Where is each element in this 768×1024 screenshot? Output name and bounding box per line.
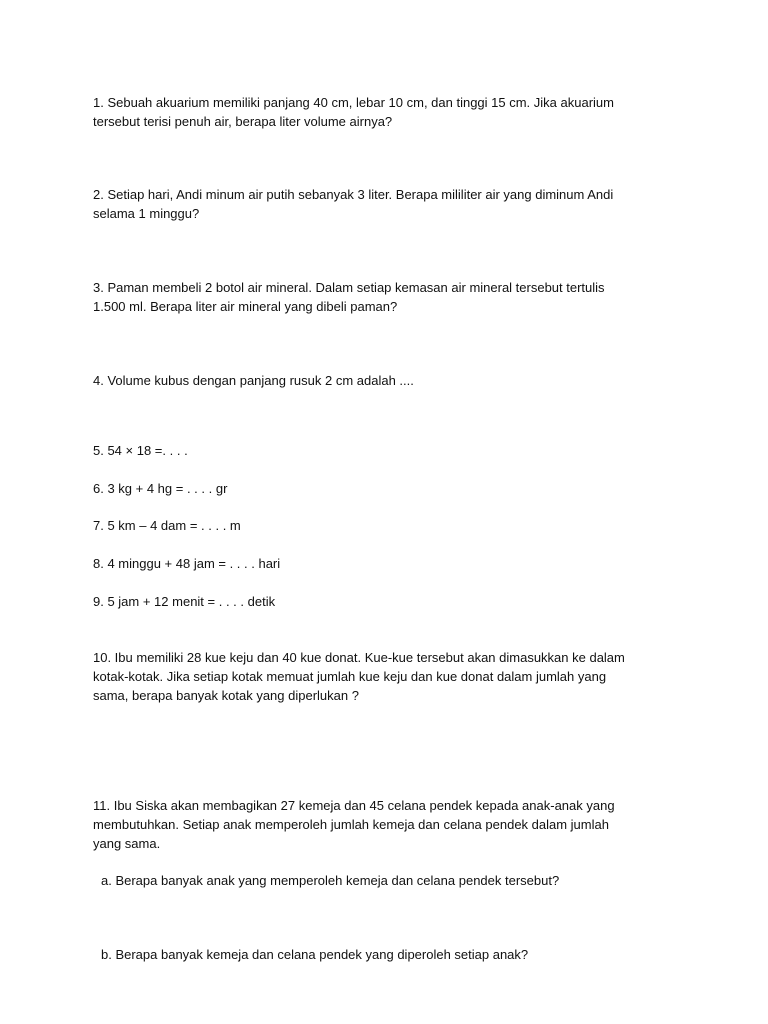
question-line: 6. 3 kg + 4 hg = . . . . gr bbox=[93, 481, 228, 496]
question-9 bbox=[93, 592, 683, 611]
sub-question-b: b. Berapa banyak kemeja dan celana pendek yang diperoleh setiap anak? bbox=[101, 947, 529, 962]
question-10 bbox=[93, 648, 683, 705]
question-line: sama, berapa banyak kotak yang diperlukan ? bbox=[93, 688, 359, 703]
question-11 bbox=[93, 796, 683, 853]
question-line: membutuhkan. Setiap anak memperoleh jumlah kemeja dan celana pendek dalam jumlah bbox=[93, 817, 609, 832]
question-line: 9. 5 jam + 12 menit = . . . . detik bbox=[93, 594, 276, 609]
question-line: 2. Setiap hari, Andi minum air putih sebanyak 3 liter. Berapa mililiter air yang diminum Andi bbox=[93, 187, 614, 202]
question-line: 10. Ibu memiliki 28 kue keju dan 40 kue donat. Kue-kue tersebut akan dimasukkan ke dalam bbox=[93, 650, 625, 665]
question-3 bbox=[93, 278, 683, 316]
question-line: 7. 5 km – 4 dam = . . . . m bbox=[93, 518, 241, 533]
question-line: 3. Paman membeli 2 botol air mineral. Dalam setiap kemasan air mineral tersebut tertulis bbox=[93, 280, 605, 295]
question-5 bbox=[93, 441, 683, 460]
question-1 bbox=[93, 93, 683, 131]
question-6 bbox=[93, 479, 683, 498]
question-line: 5. 54 × 18 =. . . . bbox=[93, 443, 188, 458]
sub-question-a: a. Berapa banyak anak yang memperoleh kemeja dan celana pendek tersebut? bbox=[101, 873, 560, 888]
question-7 bbox=[93, 516, 683, 535]
question-line: 11. Ibu Siska akan membagikan 27 kemeja dan 45 celana pendek kepada anak-anak yang bbox=[93, 798, 615, 813]
question-line: 4. Volume kubus dengan panjang rusuk 2 cm adalah .... bbox=[93, 373, 414, 388]
question-line: 1. Sebuah akuarium memiliki panjang 40 cm, lebar 10 cm, dan tinggi 15 cm. Jika akuarium bbox=[93, 95, 614, 110]
question-line: 1.500 ml. Berapa liter air mineral yang dibeli paman? bbox=[93, 299, 398, 314]
question-4 bbox=[93, 371, 683, 390]
question-2 bbox=[93, 185, 683, 223]
question-8 bbox=[93, 554, 683, 573]
question-line: 8. 4 minggu + 48 jam = . . . . hari bbox=[93, 556, 281, 571]
question-line: selama 1 minggu? bbox=[93, 206, 200, 221]
question-line: yang sama. bbox=[93, 836, 161, 851]
question-line: kotak-kotak. Jika setiap kotak memuat jumlah kue keju dan kue donat dalam jumlah yang bbox=[93, 669, 607, 684]
question-line: tersebut terisi penuh air, berapa liter volume airnya? bbox=[93, 114, 393, 129]
